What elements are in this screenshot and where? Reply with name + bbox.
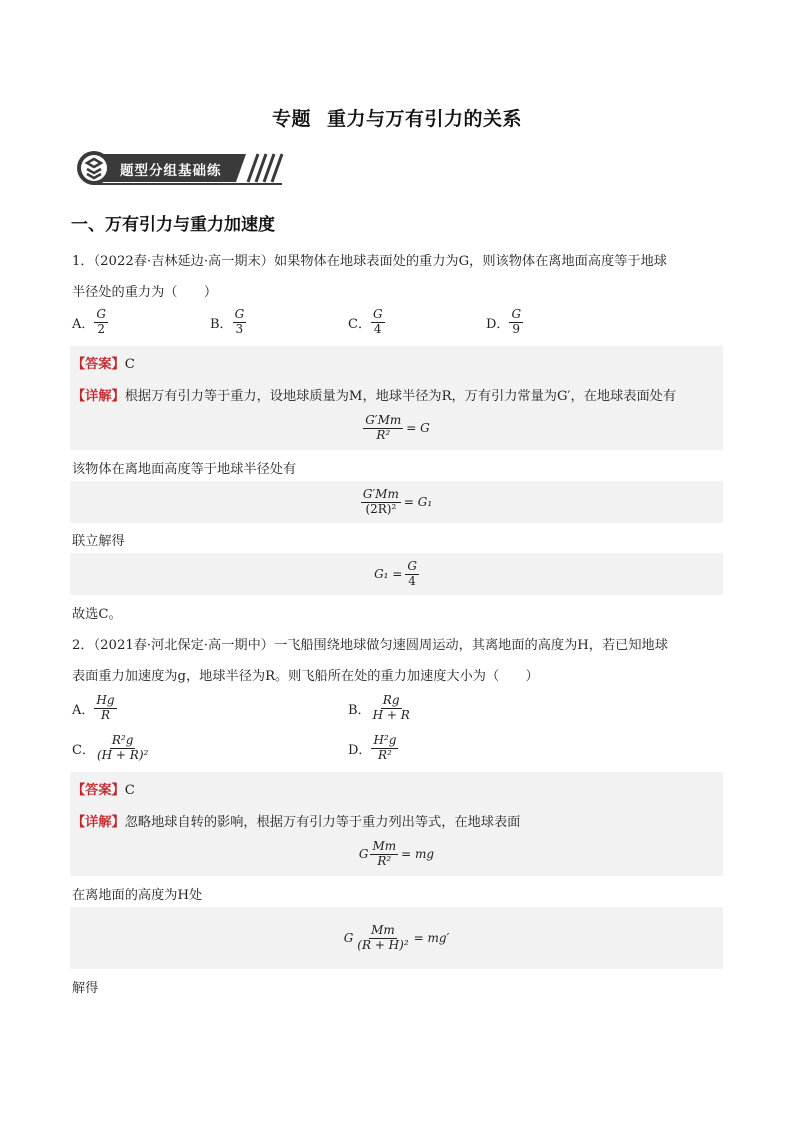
q1-option-c xyxy=(348,308,385,337)
q2-line2: 在离地面的高度为H处 xyxy=(72,888,203,903)
detail-tag: 【详解】 xyxy=(72,815,125,830)
answer-value: C xyxy=(124,783,135,798)
q2-equation-2: G $\frac{Mm}{\text{(R + H)²}}$ = mg′ xyxy=(343,922,450,952)
q1-option-b xyxy=(210,308,246,337)
detail-text: 忽略地球自转的影响，根据万有引力等于重力列出等式，在地球表面 xyxy=(124,815,521,830)
q1-stem-line2: 半径处的重力为（ ） xyxy=(72,285,218,300)
option-letter: A． xyxy=(72,316,95,332)
q1-stem-line1: 1．（2022春·吉林延边·高一期末）如果物体在地球表面处的重力为G，则该物体在离地面高度等于地球 xyxy=(72,254,667,269)
q1-equation-2: $\frac{G'Mm}{\text{(2R)²}}$ = G₁ xyxy=(362,486,433,516)
q1-line3: 联立解得 xyxy=(72,534,125,549)
option-letter: B． xyxy=(210,316,233,332)
option-letter: A． xyxy=(72,702,95,718)
q2-detail xyxy=(72,811,520,830)
q1-line2: 该物体在离地面高度等于地球半径处有 xyxy=(72,462,297,477)
option-letter: C． xyxy=(72,742,95,758)
detail-text: 根据万有引力等于重力，设地球质量为M，地球半径为R，万有引力常量为G′，在地球表面处有 xyxy=(124,389,677,404)
option-letter: D． xyxy=(348,742,372,758)
q2-option-a xyxy=(72,694,117,723)
answer-tag: 【答案】 xyxy=(72,783,125,798)
q2-answer xyxy=(72,779,135,798)
option-fraction: $\frac{\text{R²g}}{\text{(H + R)²}}$ xyxy=(96,733,149,762)
option-fraction: $\frac{Hg}{R}$ xyxy=(96,693,115,722)
q2-line3: 解得 xyxy=(72,981,99,996)
option-fraction: $\frac{G}{2}$ xyxy=(96,307,106,336)
banner-label: 题型分组基础练 xyxy=(120,163,222,179)
q1-equation-1: $\frac{G'Mm}{\text{R²}}$ = G xyxy=(365,412,430,442)
option-fraction: $\frac{\text{H²g}}{\text{R²}}$ xyxy=(373,733,397,762)
section-banner xyxy=(76,150,286,186)
answer-tag: 【答案】 xyxy=(72,357,125,372)
q2-equation-1: G $\frac{Mm}{\text{R²}}$ = mg xyxy=(358,838,435,868)
option-fraction: $\frac{G}{9}$ xyxy=(511,307,522,336)
q2-stem-line1: 2．（2021春·河北保定·高一期中）一飞船围绕地球做匀速圆周运动，其离地面的高度为H，若已知地球 xyxy=(72,638,668,653)
option-fraction: $\frac{G}{3}$ xyxy=(234,307,245,336)
detail-tag: 【详解】 xyxy=(72,389,125,404)
q1-answer xyxy=(72,353,135,372)
option-fraction: $\frac{G}{4}$ xyxy=(372,307,383,336)
title-part2: 重力与万有引力的关系 xyxy=(327,108,523,130)
option-letter: C． xyxy=(348,316,371,332)
q1-detail xyxy=(72,385,676,404)
title-part1: 专题 xyxy=(271,108,311,130)
page-title xyxy=(0,104,794,131)
q1-option-a xyxy=(72,308,108,337)
q2-option-b xyxy=(348,694,412,723)
section-heading: 一、万有引力与重力加速度 xyxy=(71,215,275,235)
answer-value: C xyxy=(124,357,135,372)
q1-equation-3: G₁ = $\frac{G}{4}$ xyxy=(374,558,417,588)
q2-option-c xyxy=(72,734,150,763)
q2-stem-line2: 表面重力加速度为g，地球半径为R。则飞船所在处的重力加速度大小为（ ） xyxy=(72,669,539,684)
option-fraction: $\frac{Rg}{H + R}$ xyxy=(372,693,410,722)
option-letter: B． xyxy=(348,702,371,718)
q2-option-d xyxy=(348,734,398,763)
q1-option-d xyxy=(486,308,523,337)
option-letter: D． xyxy=(486,316,510,332)
q1-conclusion: 故选C。 xyxy=(72,607,122,622)
